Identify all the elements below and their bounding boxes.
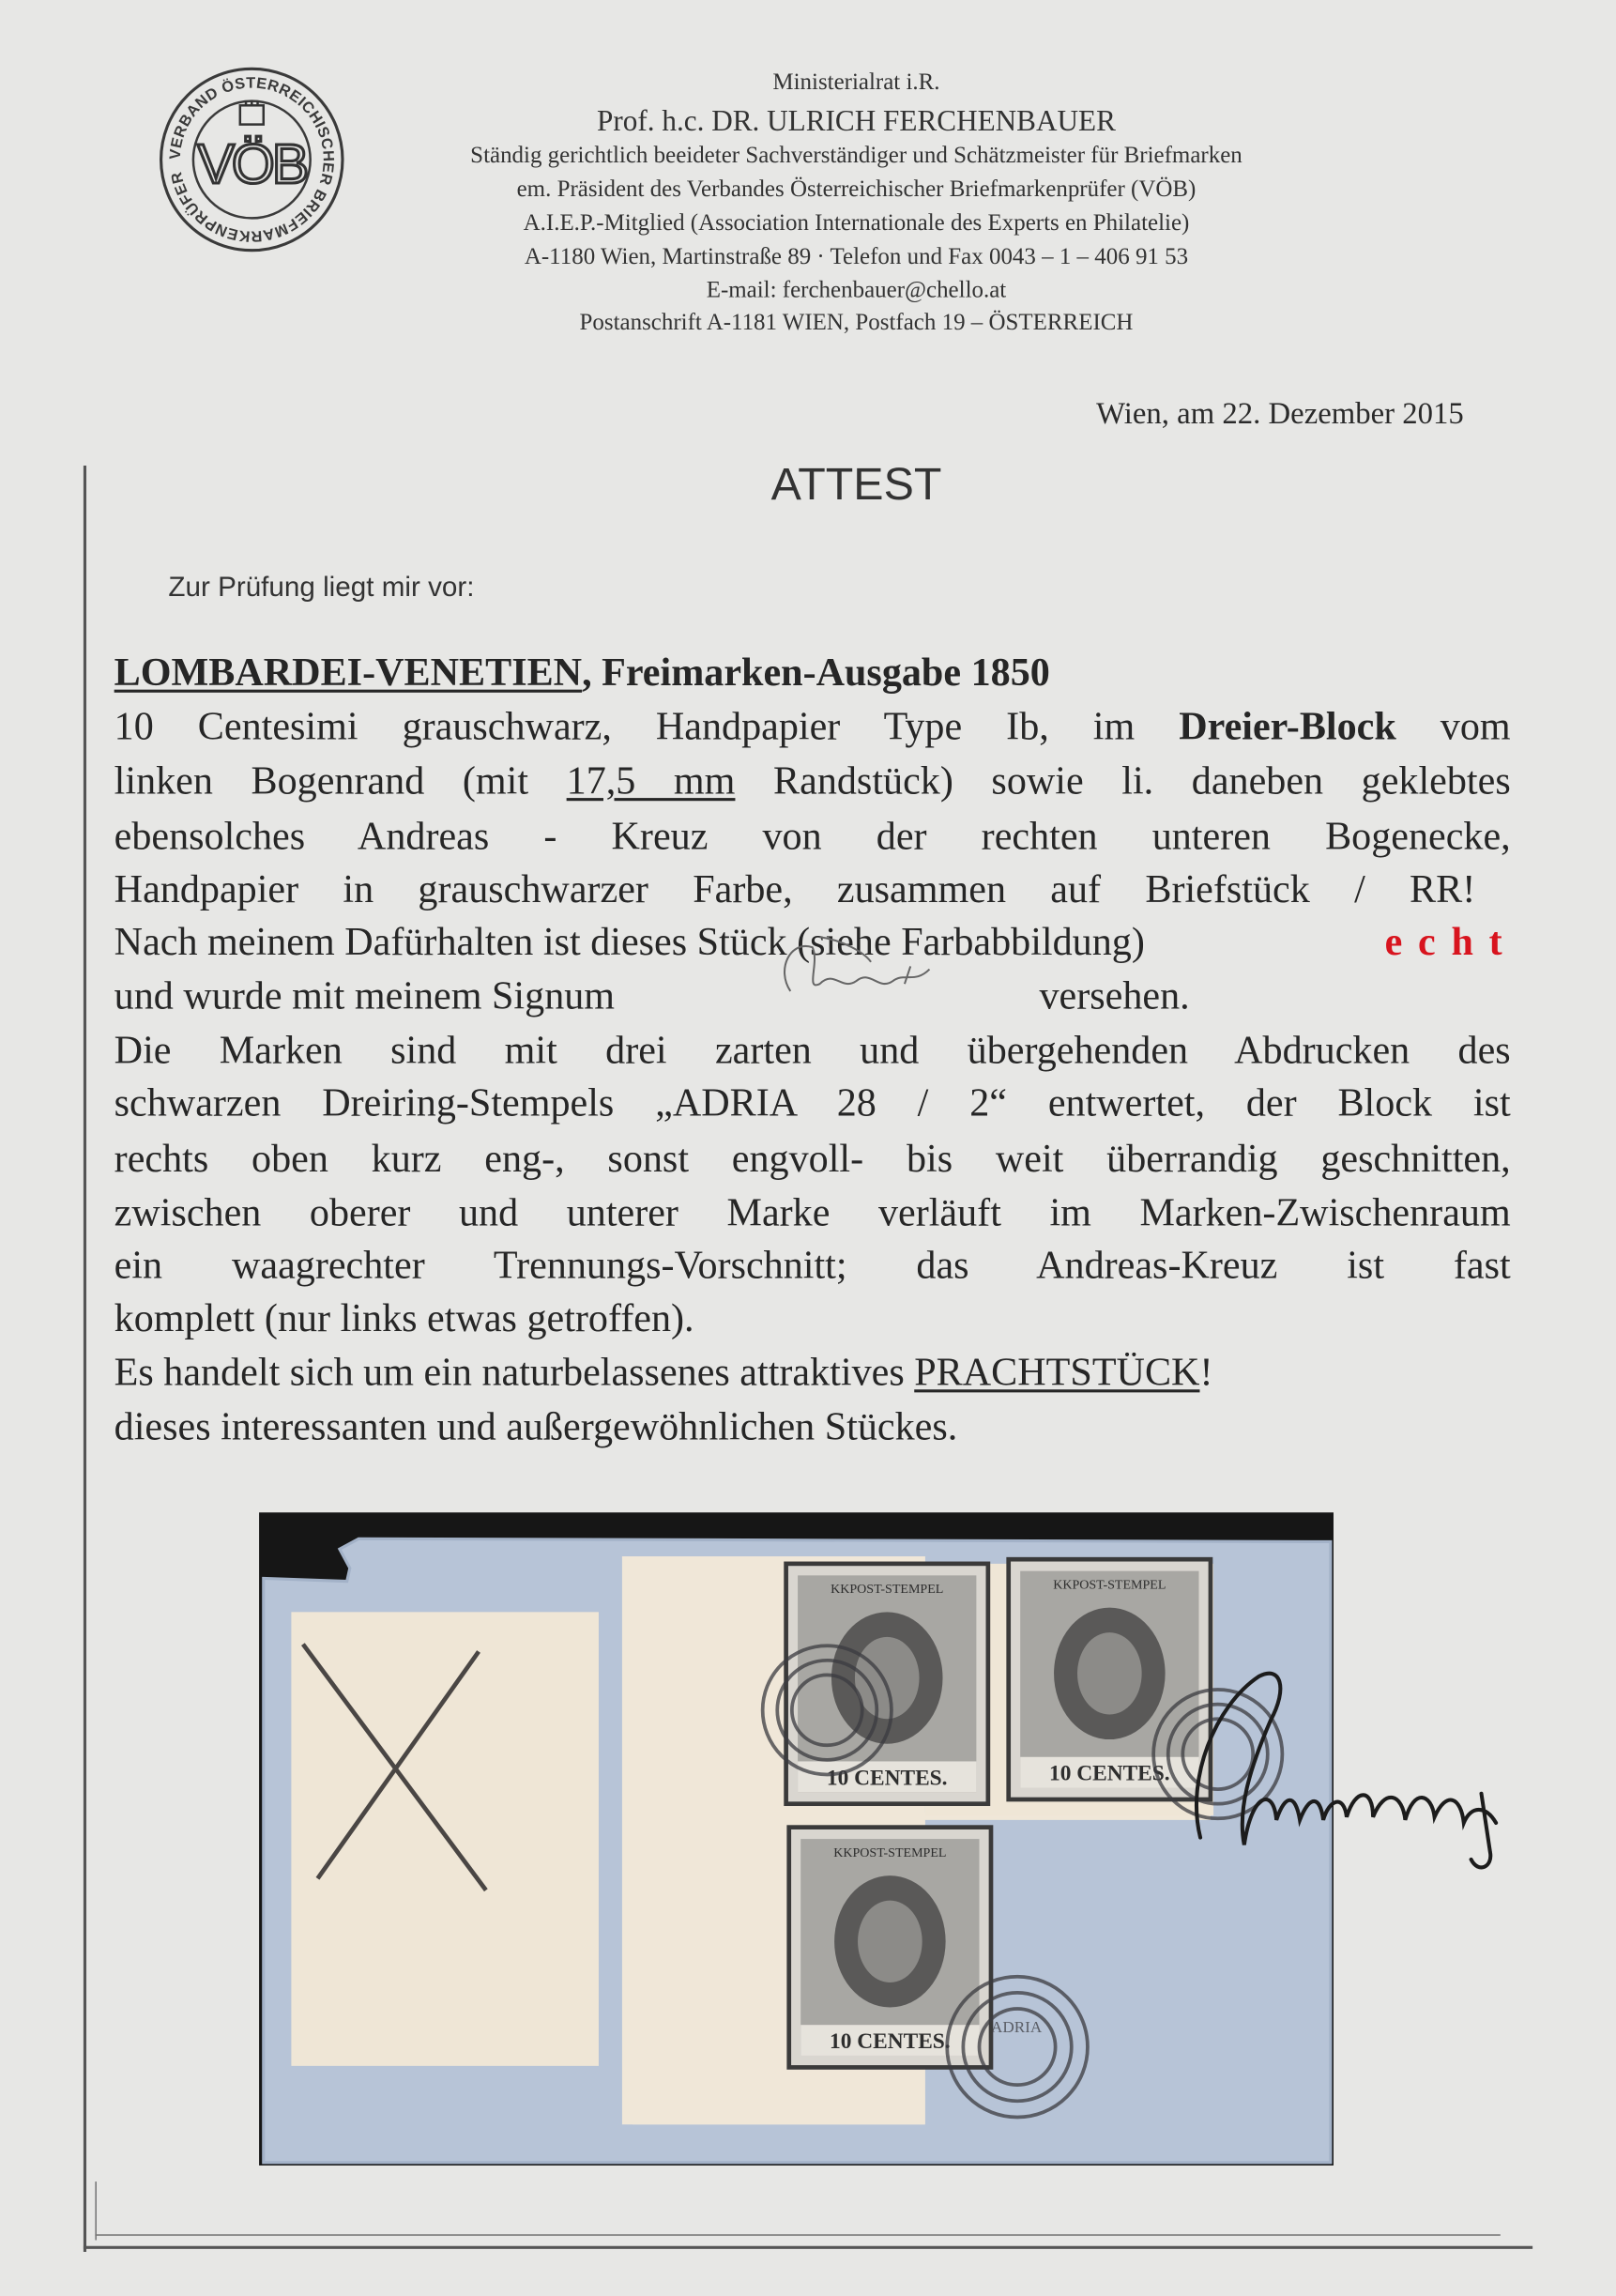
bottom-border-line-inner (95, 2234, 1500, 2236)
body-line-4: Handpapier in grauschwarzer Farbe, zusammen auf Briefstück / RR! (114, 866, 1476, 911)
header-line-5: A.I.E.P.-Mitglied (Association Internationale des Experts en Philatelie) (523, 210, 1190, 237)
header-name-line: Prof. h.c. DR. ULRICH FERCHENBAUER (597, 105, 1116, 138)
body-line-1 (114, 704, 1511, 749)
heading-rest: , Freimarken-Ausgabe 1850 (582, 650, 1050, 695)
body-text: und wurde mit meinem Signum (114, 973, 616, 1018)
header-line-6: A-1180 Wien, Martinstraße 89 · Telefon und Fax 0043 – 1 – 406 91 53 (524, 244, 1189, 270)
stamp-3 (789, 1828, 991, 2068)
andreas-cross-piece (291, 1612, 599, 2066)
attest-title: ATTEST (770, 458, 942, 510)
expert-signature (1171, 1647, 1522, 1882)
body-text: Randstück) sowie li. daneben geklebtes (735, 758, 1511, 803)
header-email-line: E-mail: ferchenbauer@chello.at (706, 278, 1007, 303)
stamp-value-label: 10 CENTES. (1049, 1761, 1170, 1786)
body-line-13 (114, 1350, 1213, 1395)
stamp-value-label: 10 CENTES. (830, 2029, 951, 2055)
header-line-4: em. Präsident des Verbandes Österreichischer Briefmarkenprüfer (VÖB) (516, 176, 1197, 203)
header-line-3: Ständig gerichtlich beeideter Sachverständiger und Schätzmeister für Briefmarken (470, 143, 1242, 169)
body-text: Es handelt sich um ein naturbelassenes attraktives (114, 1350, 915, 1394)
body-line-14: dieses interessanten und außergewöhnlichen Stückes. (114, 1403, 958, 1448)
stamp-top-label: KKPOST-STEMPEL (831, 1582, 944, 1598)
body-line-11: ein waagrechter Trennungs-Vorschnitt; das Andreas-Kreuz ist fast (114, 1243, 1511, 1288)
margin-size-text: 17,5 mm (566, 758, 736, 803)
header-line-8: Postanschrift A-1181 WIEN, Postfach 19 – ÖSTERREICH (579, 310, 1134, 336)
body-line-10: zwischen oberer und unterer Marke verläuft im Marken-Zwischenraum (114, 1190, 1511, 1234)
body-text: linken Bogenrand (mit (114, 758, 567, 803)
body-text: ! (1199, 1350, 1213, 1394)
body-text: vom (1395, 704, 1511, 749)
body-line-8: schwarzen Dreiring-Stempels „ADRIA 28 / 2“ entwertet, der Block ist (114, 1080, 1511, 1125)
left-border-line-inner (95, 2181, 97, 2240)
voeb-seal (158, 66, 345, 253)
signum-mark (732, 926, 952, 1014)
body-line-7: Die Marken sind mit drei zarten und übergehenden Abdrucken des (114, 1027, 1511, 1072)
body-text: Nach meinem Dafürhalten ist dieses Stück (siehe Farbabbildung) (114, 919, 1145, 964)
stamp-value-label: 10 CENTES. (826, 1766, 948, 1791)
stamp-top-label: KKPOST-STEMPEL (833, 1844, 947, 1860)
dreier-block-text: Dreier-Block (1179, 704, 1396, 749)
body-line-9: rechts oben kurz eng-, sonst engvoll- bis weit überrandig geschnitten, (114, 1136, 1511, 1181)
prachtstueck-text: PRACHTSTÜCK (914, 1350, 1200, 1394)
bottom-border-line (84, 2246, 1532, 2249)
header-title-line: Ministerialrat i.R. (772, 69, 940, 96)
echt-verdict: e c h t (1384, 919, 1505, 964)
body-heading (114, 647, 1050, 696)
seal-center-text: VÖB (197, 131, 307, 195)
postmark-label: ADRIA (990, 2018, 1043, 2037)
body-line-2 (114, 758, 1511, 804)
body-line-3: ebensolches Andreas - Kreuz von der rechten unteren Bogenecke, (114, 814, 1511, 859)
seal-tower-icon (240, 101, 264, 125)
body-text: 10 Centesimi grauschwarz, Handpapier Type Ib, im (114, 704, 1180, 749)
body-line-12: komplett (nur links etwas getroffen). (114, 1295, 694, 1340)
date-line: Wien, am 22. Dezember 2015 (1096, 395, 1464, 431)
body-text: versehen. (1039, 973, 1190, 1018)
seal-ring-text: VERBAND ÖSTERREICHISCHER BRIEFMARKENPRÜFER (166, 74, 337, 245)
left-border-line (84, 466, 86, 2252)
stamp-top-label: KKPOST-STEMPEL (1053, 1577, 1166, 1593)
heading-country: LOMBARDEI-VENETIEN (114, 650, 583, 695)
intro-text: Zur Prüfung liegt mir vor: (168, 572, 475, 604)
